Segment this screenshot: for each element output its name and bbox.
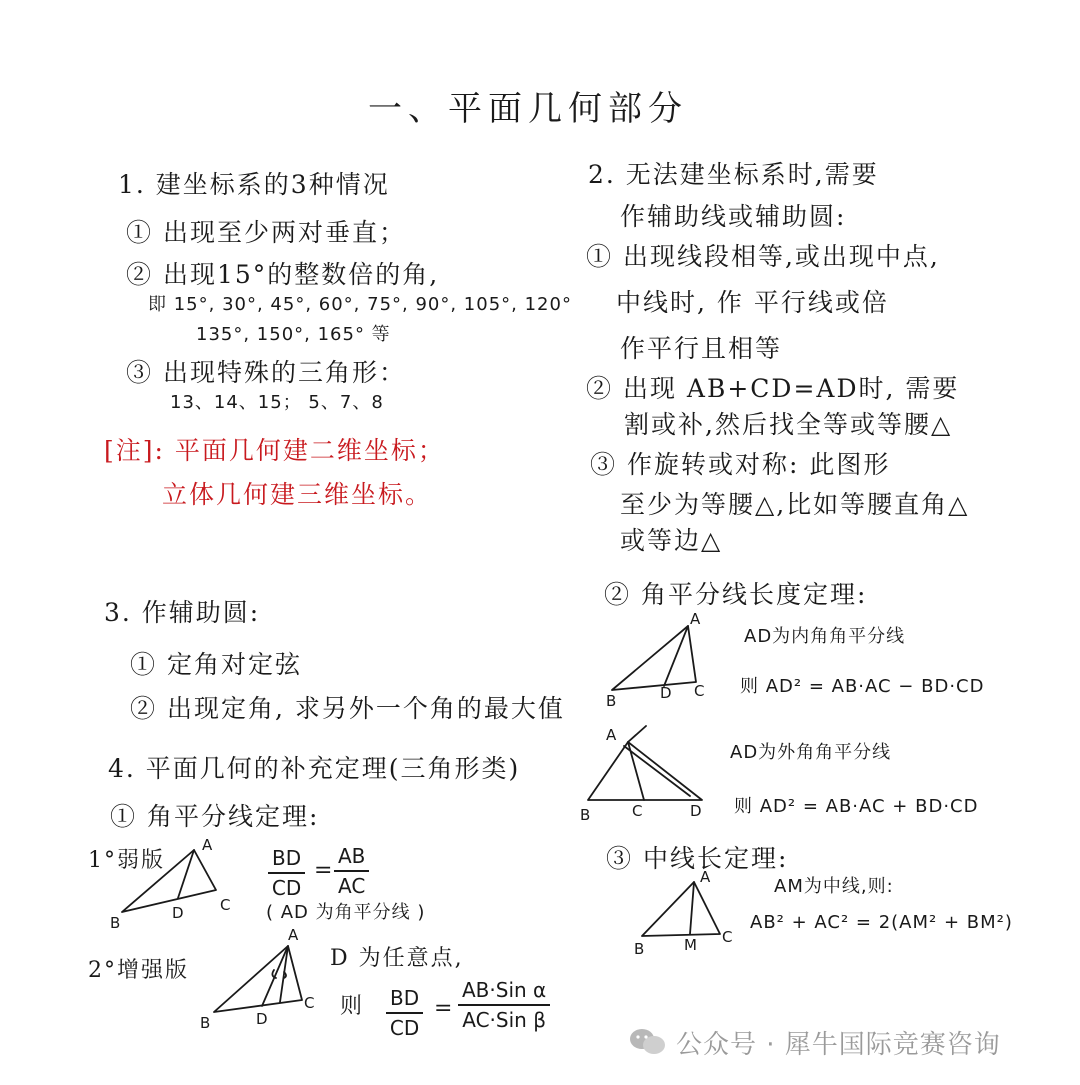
section2-item1: ① 出现线段相等,或出现中点, bbox=[586, 242, 940, 271]
strong-condition: D 为任意点, bbox=[330, 946, 464, 971]
watermark: 公众号 · 犀牛国际竞赛咨询 bbox=[676, 1030, 1001, 1060]
strong-vertex-b: B bbox=[200, 1014, 211, 1032]
outer-bisector-formula: 则 AD² = AB·AC + BD·CD bbox=[734, 796, 979, 817]
section3-item1: ① 定角对定弦 bbox=[130, 650, 302, 679]
weak-vertex-d: D bbox=[172, 904, 184, 922]
section1-angle-list2: 135°, 150°, 165° 等 bbox=[196, 324, 391, 345]
median-vertex-b: B bbox=[634, 940, 645, 958]
section2-heading-line2: 作辅助线或辅助圆: bbox=[620, 202, 847, 231]
section3-heading: 3. 作辅助圆: bbox=[104, 598, 261, 627]
inner-bisector-triangle bbox=[604, 612, 724, 712]
median-desc: AM为中线,则: bbox=[774, 876, 894, 897]
note-line2: 立体几何建三维坐标。 bbox=[162, 480, 433, 509]
wechat-icon bbox=[628, 1026, 668, 1056]
strong-vertex-c: C bbox=[304, 994, 315, 1012]
weak-note: ( AD 为角平分线 ) bbox=[266, 902, 426, 923]
section2-item3: ③ 作旋转或对称: 此图形 bbox=[590, 450, 891, 479]
inner-bisector-desc: AD为内角角平分线 bbox=[744, 626, 906, 647]
outer-bisector-triangle bbox=[578, 726, 718, 826]
inner-vertex-b: B bbox=[606, 692, 617, 710]
inner-vertex-a: A bbox=[690, 610, 701, 628]
section1-item3: ③ 出现特殊的三角形： bbox=[126, 358, 406, 387]
median-triangle bbox=[628, 868, 748, 962]
weak-frac-left-num: BD bbox=[268, 846, 305, 874]
weak-bisector-triangle bbox=[106, 834, 246, 934]
weak-equals-sign: = bbox=[314, 858, 335, 883]
note-line1: [注]: 平面几何建二维坐标； bbox=[104, 436, 445, 465]
strong-frac-right-num: AB·Sin α bbox=[458, 978, 550, 1006]
section1-item1: ① 出现至少两对垂直； bbox=[126, 218, 406, 247]
weak-vertex-b: B bbox=[110, 914, 121, 932]
section1-angle-list1: 即 15°, 30°, 45°, 60°, 75°, 90°, 105°, 120° bbox=[148, 294, 572, 315]
median-heading: ③ 中线长定理: bbox=[606, 844, 789, 873]
outer-vertex-d: D bbox=[690, 802, 702, 820]
outer-bisector-desc: AD为外角角平分线 bbox=[730, 742, 892, 763]
outer-vertex-b: B bbox=[580, 806, 591, 824]
median-vertex-m: M bbox=[684, 936, 697, 954]
outer-vertex-c: C bbox=[632, 802, 643, 820]
strong-version-label: 2°增强版 bbox=[88, 958, 189, 983]
weak-version-label: 1°弱版 bbox=[88, 848, 165, 873]
inner-vertex-d: D bbox=[660, 684, 672, 702]
weak-fraction-left bbox=[268, 846, 305, 900]
inner-bisector-formula: 则 AD² = AB·AC − BD·CD bbox=[740, 676, 985, 697]
section2-item1-line2: 中线时, 作 平行线或倍 bbox=[616, 288, 889, 317]
inner-vertex-c: C bbox=[694, 682, 705, 700]
section4-item1: ① 角平分线定理: bbox=[110, 802, 320, 831]
strong-fraction-left bbox=[386, 986, 423, 1040]
median-vertex-a: A bbox=[700, 868, 711, 886]
strong-fraction-right bbox=[458, 978, 550, 1032]
strong-frac-left-num: BD bbox=[386, 986, 423, 1014]
section2-item3-line3: 或等边△ bbox=[620, 526, 723, 555]
section2-heading: 2. 无法建坐标系时,需要 bbox=[588, 160, 879, 189]
weak-vertex-c: C bbox=[220, 896, 231, 914]
section2-item2-line2: 割或补,然后找全等或等腰△ bbox=[624, 410, 953, 439]
section2-item1-line3: 作平行且相等 bbox=[620, 334, 783, 363]
outer-vertex-a: A bbox=[606, 726, 617, 744]
strong-vertex-d: D bbox=[256, 1010, 268, 1028]
median-vertex-c: C bbox=[722, 928, 733, 946]
weak-frac-right-den: AC bbox=[338, 874, 366, 898]
section2-item2: ② 出现 AB+CD=AD时, 需要 bbox=[586, 374, 960, 403]
strong-equals-sign: = bbox=[434, 996, 455, 1021]
strong-frac-right-den: AC·Sin β bbox=[462, 1008, 546, 1032]
strong-bisector-triangle bbox=[198, 926, 328, 1032]
section2-item3-line2: 至少为等腰△,比如等腰直角△ bbox=[620, 490, 970, 519]
weak-frac-right-num: AB bbox=[334, 844, 369, 872]
median-formula: AB² + AC² = 2(AM² + BM²) bbox=[750, 912, 1013, 933]
section3-item2: ② 出现定角, 求另外一个角的最大值 bbox=[130, 694, 565, 723]
bisector-length-heading: ② 角平分线长度定理: bbox=[604, 580, 868, 609]
strong-then: 则 bbox=[340, 994, 365, 1019]
strong-vertex-a: A bbox=[288, 926, 299, 944]
section1-triangle-values: 13、14、15； 5、7、8 bbox=[170, 392, 384, 413]
section4-heading: 4. 平面几何的补充定理(三角形类) bbox=[108, 754, 521, 783]
strong-frac-left-den: CD bbox=[389, 1016, 420, 1040]
weak-fraction-right bbox=[334, 844, 369, 898]
weak-frac-left-den: CD bbox=[271, 876, 302, 900]
weak-vertex-a: A bbox=[202, 836, 213, 854]
section1-heading: 1. 建坐标系的3种情况 bbox=[118, 170, 390, 199]
page-title: 一、平面几何部分 bbox=[368, 89, 688, 129]
section1-item2: ② 出现15°的整数倍的角, bbox=[126, 260, 440, 289]
